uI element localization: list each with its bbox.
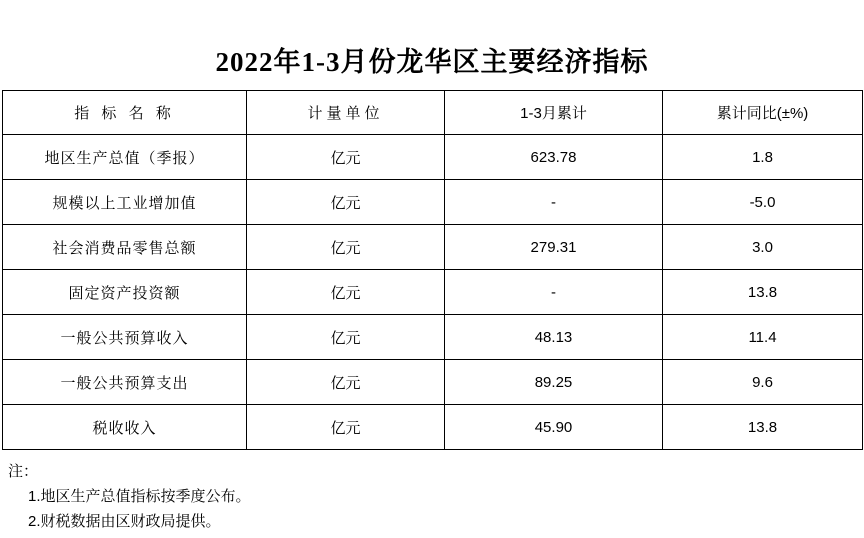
cell-unit: 亿元 <box>247 315 445 360</box>
table-container <box>0 90 864 450</box>
cell-yoy: 13.8 <box>663 270 863 315</box>
table-row <box>3 360 863 405</box>
table-row <box>3 180 863 225</box>
cell-cumulative: 279.31 <box>445 225 663 270</box>
cell-unit: 亿元 <box>247 135 445 180</box>
cell-cumulative: 89.25 <box>445 360 663 405</box>
cell-indicator-name: 社会消费品零售总额 <box>3 225 247 270</box>
cell-yoy: -5.0 <box>663 180 863 225</box>
cell-unit: 亿元 <box>247 270 445 315</box>
cell-indicator-name: 一般公共预算收入 <box>3 315 247 360</box>
cell-cumulative: - <box>445 180 663 225</box>
cell-cumulative: 48.13 <box>445 315 663 360</box>
table-row <box>3 315 863 360</box>
cell-cumulative: - <box>445 270 663 315</box>
table-row <box>3 135 863 180</box>
economic-indicators-table <box>2 90 863 450</box>
cell-yoy: 13.8 <box>663 405 863 450</box>
cell-yoy: 1.8 <box>663 135 863 180</box>
cell-indicator-name: 税收收入 <box>3 405 247 450</box>
table-row <box>3 270 863 315</box>
cell-unit: 亿元 <box>247 225 445 270</box>
cell-unit: 亿元 <box>247 360 445 405</box>
cell-indicator-name: 一般公共预算支出 <box>3 360 247 405</box>
column-header-cumulative: 1-3月累计 <box>445 91 663 135</box>
cell-cumulative: 45.90 <box>445 405 663 450</box>
notes-section <box>0 450 864 534</box>
column-header-yoy: 累计同比(±%) <box>663 91 863 135</box>
cell-yoy: 11.4 <box>663 315 863 360</box>
cell-indicator-name: 规模以上工业增加值 <box>3 180 247 225</box>
column-header-indicator: 指 标 名 称 <box>3 91 247 135</box>
cell-unit: 亿元 <box>247 180 445 225</box>
cell-indicator-name: 固定资产投资额 <box>3 270 247 315</box>
cell-yoy: 3.0 <box>663 225 863 270</box>
page-title: 2022年1-3月份龙华区主要经济指标 <box>215 47 649 77</box>
table-row <box>3 405 863 450</box>
notes-heading: 注： <box>8 463 39 481</box>
cell-cumulative: 623.78 <box>445 135 663 180</box>
cell-unit: 亿元 <box>247 405 445 450</box>
table-row <box>3 225 863 270</box>
cell-yoy: 9.6 <box>663 360 863 405</box>
cell-indicator-name: 地区生产总值（季报） <box>3 135 247 180</box>
table-header-row <box>3 91 863 135</box>
column-header-unit: 计量单位 <box>247 91 445 135</box>
note-item: 2.财税数据由区财政局提供。 <box>28 512 221 530</box>
note-item: 1.地区生产总值指标按季度公布。 <box>28 488 251 506</box>
